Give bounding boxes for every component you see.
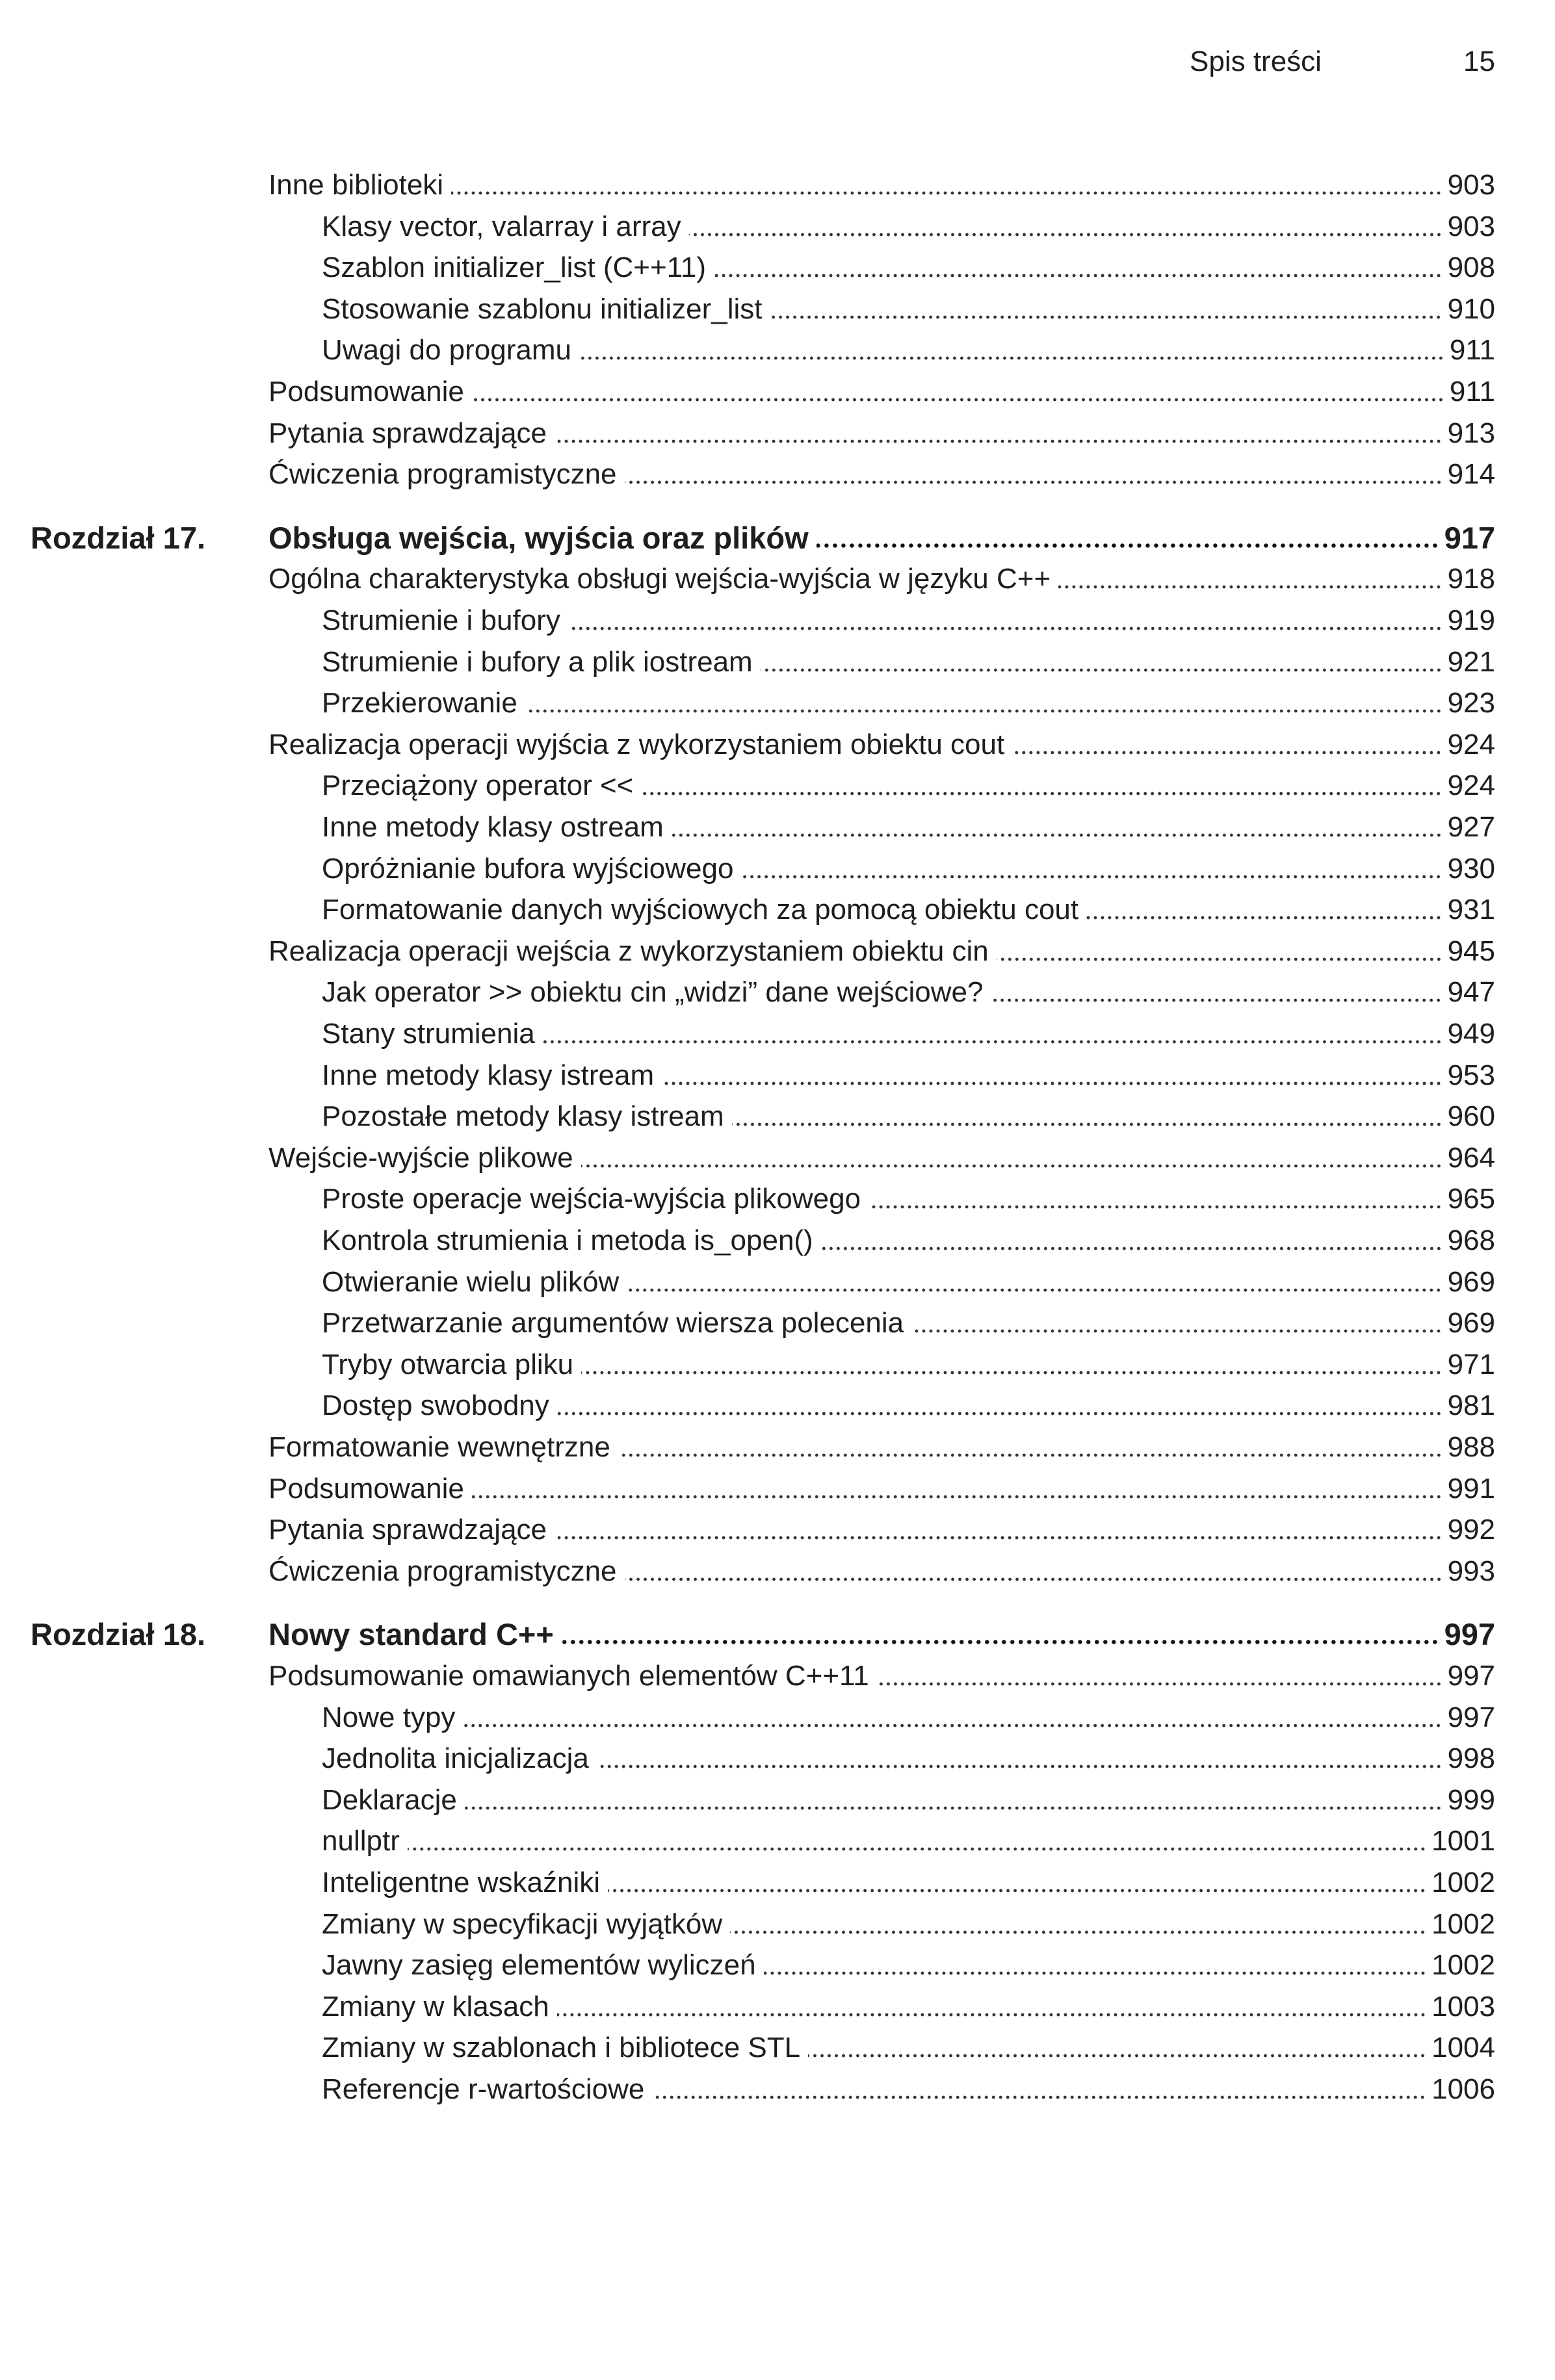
entry-page-number: 965 (1447, 1183, 1495, 1215)
entry-title: Deklaracje (322, 1783, 457, 1816)
entry-title: Referencje r-wartościowe (322, 2073, 645, 2105)
dot-leader (641, 792, 1442, 795)
entry-page-number: 988 (1447, 1431, 1495, 1463)
entry-title: Zmiany w klasach (322, 1990, 549, 2023)
dot-leader (761, 668, 1443, 672)
entry-title: Strumienie i bufory a plik iostream (322, 645, 753, 678)
dot-leader (911, 1329, 1442, 1333)
entry-page-number: 921 (1447, 645, 1495, 678)
toc-entry (322, 1387, 1495, 1425)
entry-page-number: 911 (1449, 376, 1495, 407)
toc-entry (322, 767, 1495, 805)
toc-entry (322, 974, 1495, 1011)
toc-entry (322, 1781, 1495, 1819)
dot-leader (562, 1640, 1439, 1644)
entry-page-number: 918 (1447, 563, 1495, 595)
toc-entry (322, 2029, 1495, 2067)
toc-entry (322, 643, 1495, 681)
entry-title: Ćwiczenia programistyczne (268, 458, 617, 491)
toc-entry (322, 1346, 1495, 1384)
entry-page-number: 927 (1447, 811, 1495, 843)
entry-page-number: 917 (1444, 520, 1495, 555)
entry-page-number: 913 (1447, 417, 1495, 449)
toc-chapter-entry (31, 1616, 1495, 1653)
dot-leader (652, 2095, 1426, 2099)
entry-page-number: 924 (1447, 728, 1495, 760)
entry-page-number: 981 (1447, 1390, 1495, 1422)
entry-page-number: 969 (1447, 1307, 1495, 1339)
dot-leader (618, 1453, 1443, 1457)
entry-title: Klasy vector, valarray i array (322, 210, 681, 242)
dot-leader (1012, 751, 1442, 755)
entry-title: Ćwiczenia programistyczne (268, 1555, 617, 1587)
entry-title: Realizacja operacji wyjścia z wykorzystaniem obiektu cout (268, 728, 1005, 760)
entry-page-number: 908 (1447, 252, 1495, 284)
toc-entry (322, 1222, 1495, 1260)
toc-entry (268, 1553, 1495, 1590)
entry-title: Ogólna charakterystyka obsługi wejścia-wyjścia w języku C++ (268, 563, 1051, 595)
entry-page-number: 903 (1447, 210, 1495, 242)
dot-leader (408, 1847, 1426, 1851)
dot-leader (741, 875, 1442, 879)
dot-leader (764, 1971, 1426, 1975)
dot-leader (557, 2013, 1426, 2017)
entry-page-number: 1004 (1431, 2032, 1495, 2064)
dot-leader (1058, 585, 1442, 589)
dot-leader (525, 709, 1443, 713)
entry-title: Otwieranie wielu plików (322, 1265, 620, 1298)
toc-entry (268, 1470, 1495, 1508)
entry-page-number: 911 (1449, 334, 1495, 367)
toc-entry (322, 1822, 1495, 1860)
toc-entry (322, 1057, 1495, 1094)
page-number: 15 (1463, 45, 1495, 77)
running-header (1190, 45, 1495, 84)
entry-page-number: 997 (1444, 1617, 1495, 1652)
entry-title: Przeciążony operator << (322, 770, 634, 802)
toc-entry (268, 373, 1495, 411)
entry-title: Pytania sprawdzające (268, 417, 547, 449)
entry-title: Inne metody klasy istream (322, 1059, 655, 1091)
toc-entry (322, 1906, 1495, 1943)
toc-entry (322, 1699, 1495, 1737)
entry-title: Obsługa wejścia, wyjścia oraz plików (268, 520, 809, 555)
entry-page-number: 960 (1447, 1100, 1495, 1133)
toc-entry (322, 1180, 1495, 1218)
entry-title: Strumienie i bufory (322, 604, 560, 636)
toc-entry (322, 208, 1495, 246)
toc-entry (322, 1304, 1495, 1342)
entry-page-number: 949 (1447, 1018, 1495, 1050)
entry-title: Inne biblioteki (268, 169, 444, 201)
dot-leader (869, 1205, 1443, 1209)
entry-page-number: 947 (1447, 976, 1495, 1009)
dot-leader (465, 1806, 1443, 1810)
entry-title: Wejście-wyjście plikowe (268, 1141, 573, 1174)
entry-title: Stany strumienia (322, 1018, 535, 1050)
entry-title: Jawny zasięg elementów wyliczeń (322, 1949, 756, 1982)
entry-page-number: 969 (1447, 1265, 1495, 1298)
entry-title: Podsumowanie (268, 1472, 464, 1505)
toc-entry (268, 415, 1495, 452)
dot-leader (608, 1889, 1426, 1893)
entry-page-number: 991 (1447, 1472, 1495, 1505)
dot-leader (557, 1412, 1443, 1416)
toc-entry (268, 933, 1495, 970)
toc-entry (268, 1657, 1495, 1695)
entry-page-number: 930 (1447, 852, 1495, 885)
dot-leader (581, 1164, 1443, 1168)
toc-entry (268, 726, 1495, 764)
entry-page-number: 1002 (1431, 1949, 1495, 1982)
toc-entry (322, 602, 1495, 640)
dot-leader (472, 398, 1444, 402)
entry-title: Kontrola strumienia i metoda is_open() (322, 1224, 813, 1256)
toc-entry (322, 249, 1495, 287)
entry-title: Pytania sprawdzające (268, 1514, 547, 1546)
entry-page-number: 923 (1447, 687, 1495, 719)
toc-entry (322, 331, 1495, 369)
entry-title: Dostęp swobodny (322, 1390, 549, 1422)
entry-title: Zmiany w specyfikacji wyjątków (322, 1908, 723, 1940)
entry-page-number: 953 (1447, 1059, 1495, 1091)
dot-leader (627, 1288, 1442, 1292)
entry-title: Podsumowanie omawianych elementów C++11 (268, 1660, 869, 1692)
toc-entry (322, 1740, 1495, 1778)
dot-leader (877, 1682, 1443, 1686)
dot-leader (991, 998, 1442, 1002)
toc-entry (322, 1098, 1495, 1135)
dot-leader (579, 356, 1444, 360)
toc-entry (322, 2071, 1495, 2108)
entry-page-number: 903 (1447, 169, 1495, 201)
entry-title: Przetwarzanie argumentów wiersza polecenia (322, 1307, 904, 1339)
entry-title: Formatowanie danych wyjściowych za pomocą obiektu cout (322, 894, 1079, 926)
entry-title: Realizacja operacji wejścia z wykorzystaniem obiektu cin (268, 935, 989, 967)
section-title: Spis treści (1190, 45, 1322, 77)
entry-title: Nowy standard C++ (268, 1617, 554, 1652)
entry-title: Tryby otwarcia pliku (322, 1348, 574, 1380)
entry-page-number: 919 (1447, 604, 1495, 636)
entry-page-number: 964 (1447, 1141, 1495, 1174)
entry-page-number: 999 (1447, 1783, 1495, 1816)
toc-chapter-entry (31, 519, 1495, 557)
entry-title: Stosowanie szablonu initializer_list (322, 292, 763, 325)
dot-leader (997, 957, 1443, 961)
toc-entry (322, 684, 1495, 722)
entry-page-number: 931 (1447, 894, 1495, 926)
chapter-number: Rozdział 17. (31, 520, 206, 555)
dot-leader (1086, 916, 1442, 920)
dot-leader (625, 480, 1443, 484)
entry-page-number: 992 (1447, 1514, 1495, 1546)
toc-entry (322, 291, 1495, 328)
entry-page-number: 924 (1447, 770, 1495, 802)
toc-entry (322, 1947, 1495, 1984)
dot-leader (555, 439, 1443, 443)
dot-leader (463, 1724, 1442, 1727)
entry-page-number: 971 (1447, 1348, 1495, 1380)
dot-leader (543, 1040, 1443, 1044)
entry-page-number: 914 (1447, 458, 1495, 491)
entry-page-number: 910 (1447, 292, 1495, 325)
entry-title: Formatowanie wewnętrzne (268, 1431, 610, 1463)
toc-entry (268, 560, 1495, 598)
entry-page-number: 1006 (1431, 2073, 1495, 2105)
dot-leader (581, 1371, 1442, 1375)
toc-entry (322, 891, 1495, 929)
entry-title: Przekierowanie (322, 687, 517, 719)
entry-title: nullptr (322, 1825, 400, 1857)
entry-page-number: 1002 (1431, 1867, 1495, 1898)
toc-entry (322, 850, 1495, 888)
entry-title: Jak operator >> obiektu cin „widzi” dane wejściowe? (322, 976, 984, 1009)
entry-page-number: 993 (1447, 1555, 1495, 1587)
entry-page-number: 998 (1447, 1742, 1495, 1775)
entry-title: Inne metody klasy ostream (322, 811, 664, 843)
entry-page-number: 1001 (1431, 1825, 1495, 1857)
toc-entry (268, 1139, 1495, 1177)
toc-entry (268, 1429, 1495, 1466)
toc-entry (268, 456, 1495, 493)
dot-leader (770, 315, 1442, 319)
entry-title: Opróżnianie bufora wyjściowego (322, 852, 734, 885)
entry-title: Proste operacje wejścia-wyjścia plikowego (322, 1183, 861, 1215)
entry-page-number: 1002 (1431, 1908, 1495, 1940)
dot-leader (568, 627, 1443, 630)
toc-entry (268, 166, 1495, 204)
toc-entry (322, 1015, 1495, 1053)
dot-leader (662, 1081, 1442, 1085)
toc-entry (322, 1864, 1495, 1902)
entry-title: Pozostałe metody klasy istream (322, 1100, 724, 1133)
dot-leader (808, 2054, 1426, 2058)
entry-title: Zmiany w szablonach i bibliotece STL (322, 2032, 801, 2064)
entry-title: Szablon initializer_list (C++11) (322, 252, 707, 284)
dot-leader (555, 1536, 1443, 1540)
entry-page-number: 997 (1447, 1701, 1495, 1733)
dot-leader (732, 1122, 1443, 1126)
toc-entry (322, 1263, 1495, 1301)
chapter-number: Rozdział 18. (31, 1617, 206, 1652)
toc-entry (322, 808, 1495, 846)
dot-leader (472, 1495, 1443, 1499)
entry-title: Nowe typy (322, 1701, 456, 1733)
dot-leader (730, 1930, 1426, 1934)
entry-title: Jednolita inicjalizacja (322, 1742, 589, 1775)
dot-leader (817, 543, 1439, 548)
dot-leader (821, 1247, 1443, 1250)
entry-page-number: 968 (1447, 1224, 1495, 1256)
dot-leader (625, 1577, 1443, 1581)
entry-title: Uwagi do programu (322, 334, 571, 367)
entry-title: Inteligentne wskaźniki (322, 1867, 601, 1898)
dot-leader (714, 274, 1443, 278)
entry-page-number: 997 (1447, 1660, 1495, 1692)
entry-title: Podsumowanie (268, 376, 464, 407)
dot-leader (597, 1765, 1443, 1768)
toc-entry (268, 1511, 1495, 1549)
toc-entry (322, 1988, 1495, 2026)
dot-leader (451, 191, 1443, 195)
entry-page-number: 945 (1447, 935, 1495, 967)
dot-leader (672, 833, 1443, 837)
dot-leader (689, 233, 1443, 237)
entry-page-number: 1003 (1431, 1990, 1495, 2023)
